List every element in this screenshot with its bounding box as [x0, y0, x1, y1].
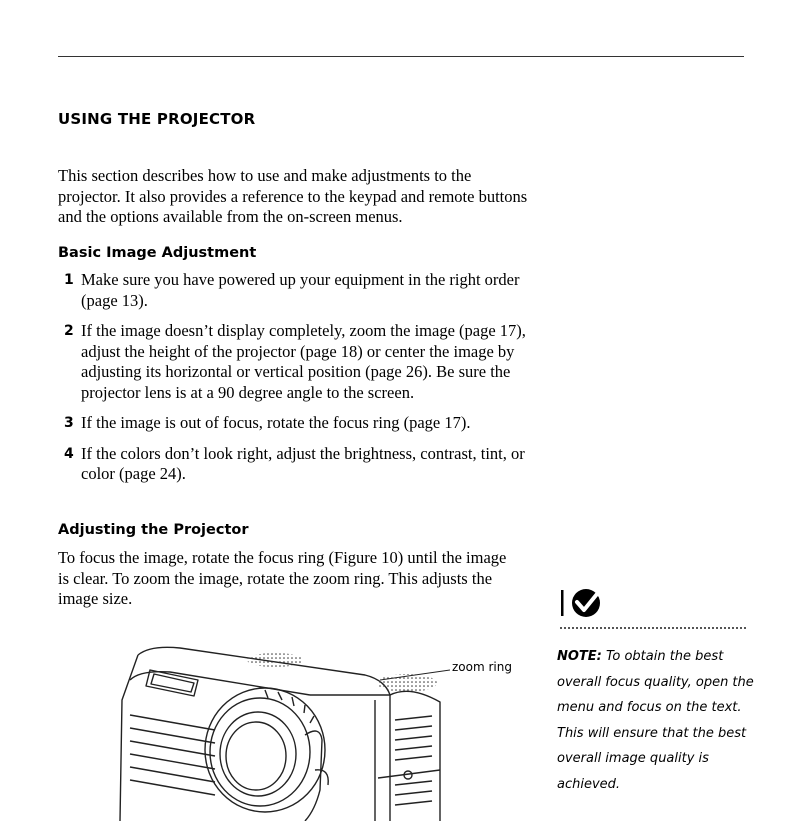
step-text: If the image is out of focus, rotate the focus ring (page 17). — [81, 413, 471, 432]
checkmark-note-icon — [560, 588, 606, 622]
adjusting-paragraph: To focus the image, rotate the focus ring (Figure 10) until the image is clear. To zoom the image, rotate the zoom ring. This adjusts the image size. — [58, 548, 507, 608]
note-box — [557, 644, 757, 797]
basic-adjustment-heading: Basic Image Adjustment — [58, 245, 257, 261]
list-item — [58, 444, 528, 485]
adjusting-heading: Adjusting the Projector — [58, 522, 249, 538]
section-title: USING THE PROJECTOR — [58, 110, 256, 128]
step-number: 2 — [64, 323, 74, 339]
adjustment-steps — [58, 270, 528, 495]
step-text: If the colors don’t look right, adjust the brightness, contrast, tint, or color (page 24). — [81, 443, 525, 483]
step-text: Make sure you have powered up your equipment in the right order (page 13). — [81, 270, 520, 310]
list-item — [58, 321, 528, 403]
step-number: 3 — [64, 415, 74, 431]
note-text: To obtain the best overall focus quality, open the menu and focus on the text. This will ensure that the best overall image quality is achieved. — [557, 649, 754, 792]
list-item — [58, 413, 528, 434]
step-number: 4 — [64, 445, 74, 462]
zoom-ring-callout: zoom ring — [452, 660, 512, 674]
note-divider — [560, 627, 746, 629]
step-text: If the image doesn’t display completely, zoom the image (page 17), adjust the height of the projector (page 18) or center the image by adjusting its horizontal or vertical position (page 26). Be sure the projector lens is at a 90 degree angle to the screen. — [81, 321, 526, 402]
note-label: NOTE: — [557, 649, 602, 664]
projector-illustration — [110, 640, 450, 821]
header-rule — [58, 56, 744, 57]
intro-paragraph: This section describes how to use and make adjustments to the projector. It also provides a reference to the keypad and remote buttons and the options available from the on-screen menus. — [58, 166, 528, 226]
step-number: 1 — [64, 272, 74, 288]
list-item — [58, 270, 528, 311]
